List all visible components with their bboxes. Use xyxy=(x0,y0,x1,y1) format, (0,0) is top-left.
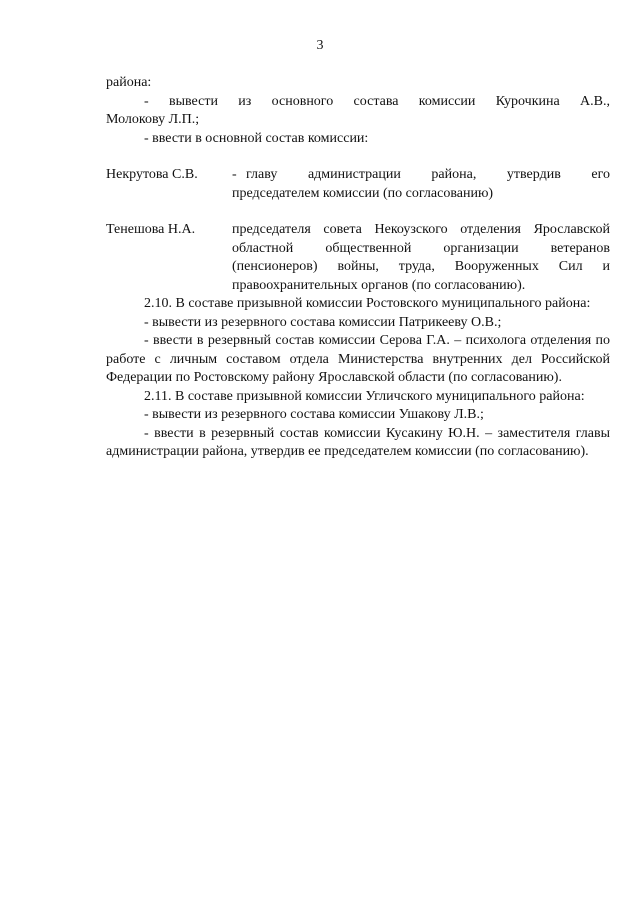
dash: - xyxy=(232,167,237,182)
section-heading-2-10: 2.10. В составе призывной комиссии Ростовского муниципального района: xyxy=(144,296,591,311)
member-name: Некрутова С.В. xyxy=(106,167,198,182)
paragraph-add-main: - ввести в основной состав комиссии: xyxy=(144,130,369,146)
member-role-first-line xyxy=(232,166,610,185)
section-2-10-item-add: - ввести в резервный состав комиссии Серова Г.А. – психолога отделения по работе с личным составом отдела Министерства внутренних дел Российской Федерации по Ростовскому району Ярославской области (по согласованию). xyxy=(106,333,610,385)
section-2-10-item-remove: - вывести из резервного состава комиссии Патрикееву О.В.; xyxy=(144,314,502,330)
section-heading-2-11: 2.11. В составе призывной комиссии Угличского муниципального района: xyxy=(144,388,585,404)
page-number: 3 xyxy=(316,38,324,53)
member-role-continuation: председателем комиссии (по согласованию) xyxy=(232,185,494,201)
paragraph-remove-main: - вывести из основного состава комиссии Курочкина А.В., xyxy=(144,93,610,109)
document-body xyxy=(106,74,610,462)
spacer xyxy=(106,148,610,166)
section-2-11-item-remove: - вывести из резервного состава комиссии Ушакову Л.В.; xyxy=(144,407,484,422)
member-name: Тенешова Н.А. xyxy=(106,222,196,237)
paragraph-molokova: Молокову Л.П.; xyxy=(106,112,200,127)
section-2-11-item-add: - ввести в резервный состав комиссии Кусакину Ю.Н. – заместителя главы администрации района, утвердив ее председателем комиссии (по согласованию). xyxy=(106,425,610,459)
member-role: председателя совета Некоузского отделения Ярославской областной общественной организации ветеранов (пенсионеров) войны, труда, Вооруженных Сил и правоохранительных органов (по согласованию). xyxy=(232,222,610,293)
paragraph-rayona: района: xyxy=(106,75,152,90)
spacer xyxy=(106,203,610,221)
member-role xyxy=(232,166,610,203)
member-entry-teneshova xyxy=(106,221,610,295)
member-entry-nekrutova xyxy=(106,166,610,203)
member-role-text: главу администрации района, утвердив его xyxy=(246,167,610,182)
